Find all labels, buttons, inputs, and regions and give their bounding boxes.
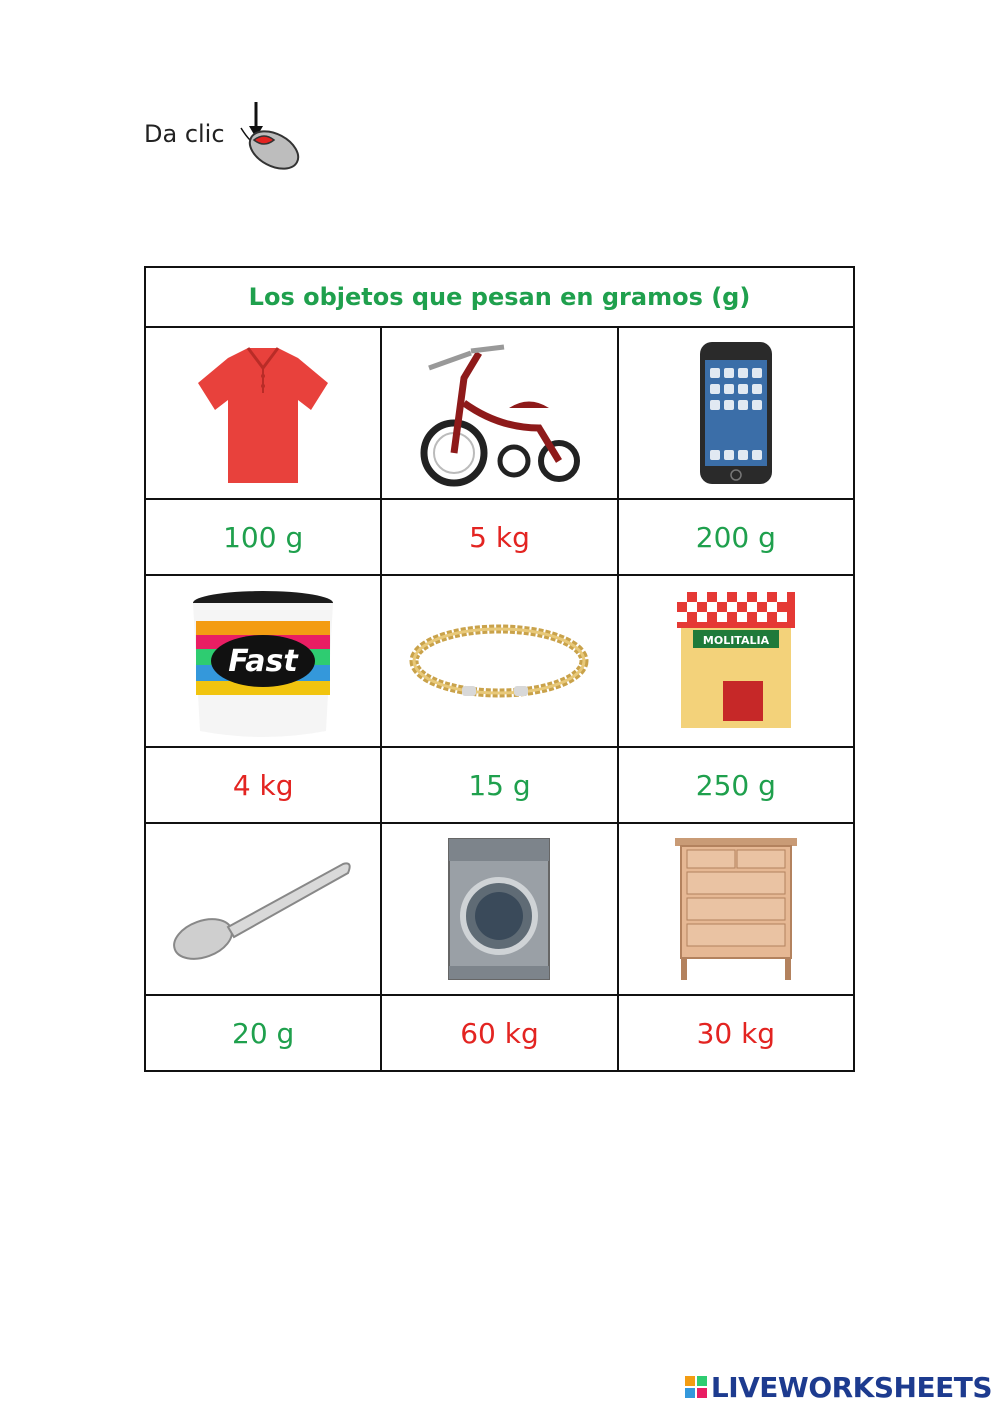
image-cell[interactable] xyxy=(381,575,617,747)
value-row xyxy=(145,995,854,1071)
image-cell[interactable] xyxy=(145,327,381,499)
weight-value[interactable]: 250 g xyxy=(618,747,854,823)
instruction xyxy=(144,100,314,180)
dresser-icon xyxy=(671,834,801,984)
value-row xyxy=(145,499,854,575)
tricycle-icon xyxy=(399,333,599,493)
table-title: Los objetos que pesan en gramos (g) xyxy=(145,267,854,327)
image-cell[interactable] xyxy=(618,327,854,499)
pasta-bag-icon xyxy=(671,586,801,736)
polo-shirt-icon xyxy=(193,338,333,488)
weight-value[interactable]: 15 g xyxy=(381,747,617,823)
weight-value[interactable]: 5 kg xyxy=(381,499,617,575)
mouse-click-icon xyxy=(236,100,306,175)
footer-branding xyxy=(685,1367,992,1407)
value-row xyxy=(145,747,854,823)
paint-bucket-icon xyxy=(188,581,338,741)
image-cell[interactable] xyxy=(618,575,854,747)
instruction-label: Da clic xyxy=(144,120,225,148)
pasta-brand: MOLITALIA xyxy=(702,634,769,647)
image-row xyxy=(145,327,854,499)
image-cell[interactable] xyxy=(381,327,617,499)
weight-value[interactable]: 100 g xyxy=(145,499,381,575)
image-cell[interactable] xyxy=(145,823,381,995)
image-cell[interactable] xyxy=(618,823,854,995)
weight-value[interactable]: 4 kg xyxy=(145,747,381,823)
weight-value[interactable]: 60 kg xyxy=(381,995,617,1071)
spoon-icon xyxy=(168,849,358,969)
image-row xyxy=(145,823,854,995)
bucket-brand: Fast xyxy=(228,644,298,679)
image-cell[interactable] xyxy=(381,823,617,995)
washing-machine-icon xyxy=(444,834,554,984)
weight-value[interactable]: 20 g xyxy=(145,995,381,1071)
bracelet-icon xyxy=(404,606,594,716)
liveworksheets-logo-icon xyxy=(685,1376,707,1398)
weights-table xyxy=(144,266,855,1072)
weight-value[interactable]: 200 g xyxy=(618,499,854,575)
weight-value[interactable]: 30 kg xyxy=(618,995,854,1071)
image-cell[interactable] xyxy=(145,575,381,747)
brand-name: LIVEWORKSHEETS xyxy=(710,1370,992,1404)
smartphone-icon xyxy=(696,338,776,488)
image-row xyxy=(145,575,854,747)
